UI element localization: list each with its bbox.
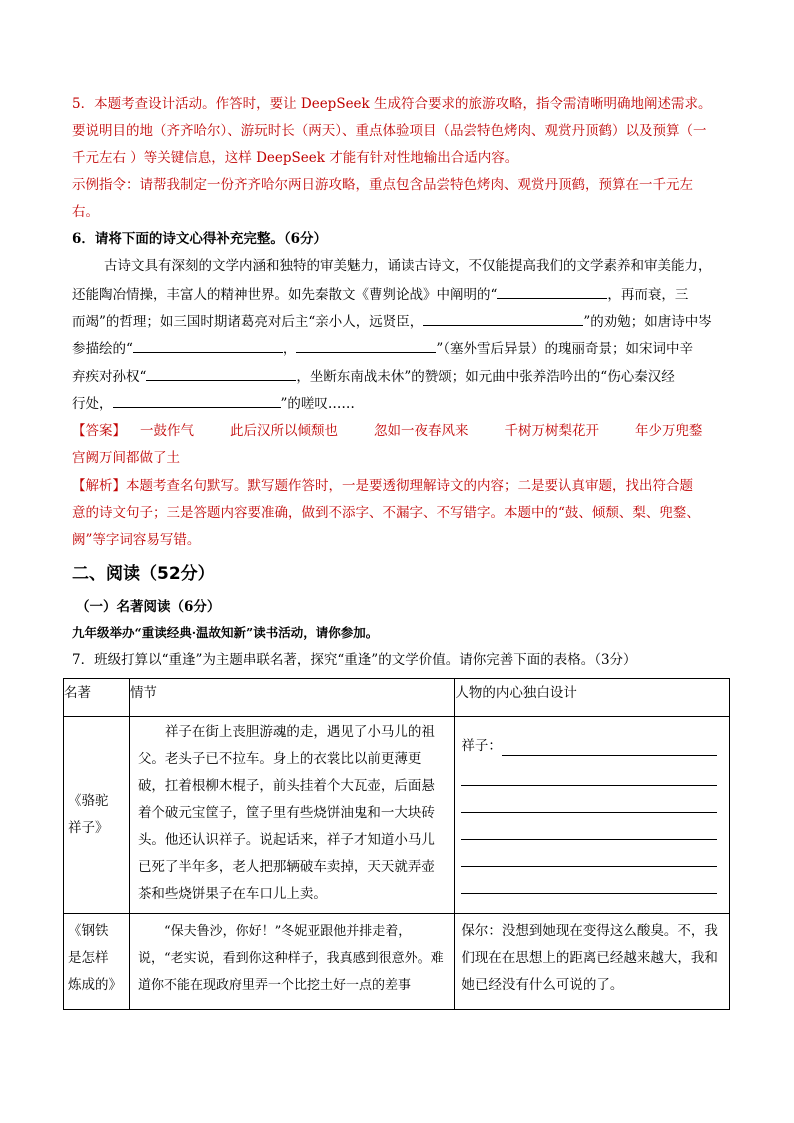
table-row: [64, 914, 730, 1010]
answer-line[interactable]: [461, 733, 717, 759]
book-title-line: 《钢铁: [68, 923, 109, 939]
answer-tag: 【答案】: [72, 423, 126, 439]
q6-analysis-line-2: 意的诗文句子；三是答题内容要准确，做到不添字、不漏字、不写错字。本题中的“鼓、倾颓、梨、兜鍪、: [72, 505, 700, 521]
fill-blank-3[interactable]: [133, 338, 283, 353]
answer-line[interactable]: [461, 813, 717, 840]
fill-blank-2[interactable]: [423, 311, 583, 326]
answer-item: 此后汉所以倾颓也: [230, 423, 338, 439]
q6-text: ，再而衰，三: [607, 287, 689, 303]
q5-example-line-1: 示例指令：请帮我制定一份齐齐哈尔两日游攻略，重点包含品尝特色烤肉、观赏丹顶鹤，预算在一千元左: [72, 177, 693, 193]
answer-item: 一鼓作气: [140, 423, 194, 439]
q7-prompt: 7．班级打算以“重逢”为主题串联名著，探究“重逢”的文学价值。请你完善下面的表格。（3分）: [72, 652, 637, 668]
book-title-line: 祥子》: [68, 820, 109, 836]
book-title-line: 《骆驼: [68, 793, 109, 809]
q6-text: ”（塞外雪后异景）的瑰丽奇景；如宋词中辛: [436, 341, 694, 357]
subsection-heading: （一）名著阅读（6分）: [76, 599, 221, 615]
q6-analysis-line-3: 阙”等字词容易写错。: [72, 532, 201, 548]
q6-text: ，: [282, 341, 297, 357]
book-title-line: 是怎样: [68, 950, 109, 966]
answer-item: 千树万树梨花开: [504, 423, 599, 439]
analysis-tag: 【解析】: [72, 478, 126, 494]
answer-line[interactable]: [461, 786, 717, 813]
q6-text: 还能陶冶情操，丰富人的精神世界。如先秦散文《曹刿论战》中阐明的“: [72, 287, 498, 303]
fill-blank-5[interactable]: [146, 366, 296, 381]
table-row: [64, 717, 730, 914]
q6-para-line-5: [72, 366, 675, 387]
book-title-line: 炼成的》: [68, 977, 122, 993]
q6-para-line-2: [72, 284, 688, 305]
header-monologue: 人物的内心独白设计: [455, 679, 730, 717]
q6-text: ”的劝勉；如唐诗中岑: [583, 314, 712, 330]
answer-line[interactable]: [461, 759, 717, 786]
plot-cell: 祥子在街上丧胆游魂的走，遇见了小马儿的祖父。老头子已不拉车。身上的衣裳比以前更薄更破，扛着根柳木棍子，前头挂着个大瓦壶，后面悬着个破元宝筐子，筐子里有些烧饼油鬼和一大块砖头。他还认识祥子。说起话来，祥子才知道小马儿已死了半年多，老人把那辆破车卖掉，天天就弄壶茶和些烧饼果子在车口儿上卖。: [129, 717, 454, 914]
fill-blank-4[interactable]: [296, 338, 436, 353]
q6-title: 6．请将下面的诗文心得补充完整。（6分）: [72, 231, 328, 247]
q5-line-3: 千元左右 ）等关键信息，这样 DeepSeek 才能有针对性地输出合适内容。: [72, 150, 519, 166]
answer-line[interactable]: [461, 840, 717, 867]
monologue-label: 祥子：: [461, 738, 502, 754]
analysis-text: 本题考查名句默写。默写题作答时，一是要透彻理解诗文的内容；二是要认真审题，找出符合题: [126, 478, 693, 494]
monologue-cell: 保尔：没想到她现在变得这么酸臭。不，我们现在在思想上的距离已经越来越大，我和她已经没有什么可说的了。: [455, 914, 730, 1010]
q5-example-line-2: 右。: [72, 204, 99, 220]
table-header-row: [64, 679, 730, 717]
q6-text: 参描绘的“: [72, 341, 133, 357]
reading-table: [63, 678, 730, 1010]
answer-item: 忽如一夜春风来: [374, 423, 469, 439]
q6-text: ，坐断东南战未休”的赞颂；如元曲中张养浩吟出的“伤心秦汉经: [296, 369, 675, 385]
q6-para-line-3: [72, 311, 712, 332]
q6-text: 而竭”的哲理；如三国时期诸葛亮对后主“亲小人，远贤臣，: [72, 314, 424, 330]
q6-text: ”的嗟叹……: [280, 396, 355, 412]
q6-para-line-1: 古诗文具有深刻的文学内涵和独特的审美魅力，诵读古诗文，不仅能提高我们的文学素养和审美能力，: [104, 258, 712, 274]
book-title-cell: [64, 914, 130, 1010]
answer-item: 年少万兜鍪: [635, 423, 703, 439]
book-title-cell: [64, 717, 130, 914]
q6-para-line-6: [72, 393, 355, 414]
fill-blank-1[interactable]: [497, 284, 607, 299]
q5-line-1: 5．本题考查设计活动。作答时，要让 DeepSeek 生成符合要求的旅游攻略，指令需清晰明确地阐述需求。: [72, 96, 712, 112]
q6-analysis-line-1: [72, 476, 693, 496]
q6-text: 行处，: [72, 396, 113, 412]
answer-line[interactable]: [461, 867, 717, 894]
header-book: 名著: [64, 679, 130, 717]
q5-line-2: 要说明目的地（齐齐哈尔）、游玩时长（两天）、重点体验项目（品尝特色烤肉、观赏丹顶鹤）以及预算（一: [72, 123, 707, 139]
plot-cell: “保夫鲁沙，你好！”冬妮亚跟他并排走着，说，“老实说，看到你这种样子，我真感到很意外。难道你不能在现政府里弄一个比挖土好一点的差事: [129, 914, 454, 1010]
header-plot: 情节: [129, 679, 454, 717]
answer-blank[interactable]: [502, 733, 717, 756]
q6-answer-line-1: [72, 421, 703, 441]
section-heading: 二、阅读（52分）: [72, 564, 215, 584]
q6-para-line-4: [72, 338, 693, 359]
q6-text: 弃疾对孙权“: [72, 369, 147, 385]
q6-answer-line-2: 宫阙万间都做了土: [72, 450, 180, 466]
activity-intro: 九年级举办“重读经典·温故知新”读书活动，请你参加。: [72, 625, 379, 640]
monologue-cell: [455, 717, 730, 914]
fill-blank-6[interactable]: [113, 393, 281, 408]
